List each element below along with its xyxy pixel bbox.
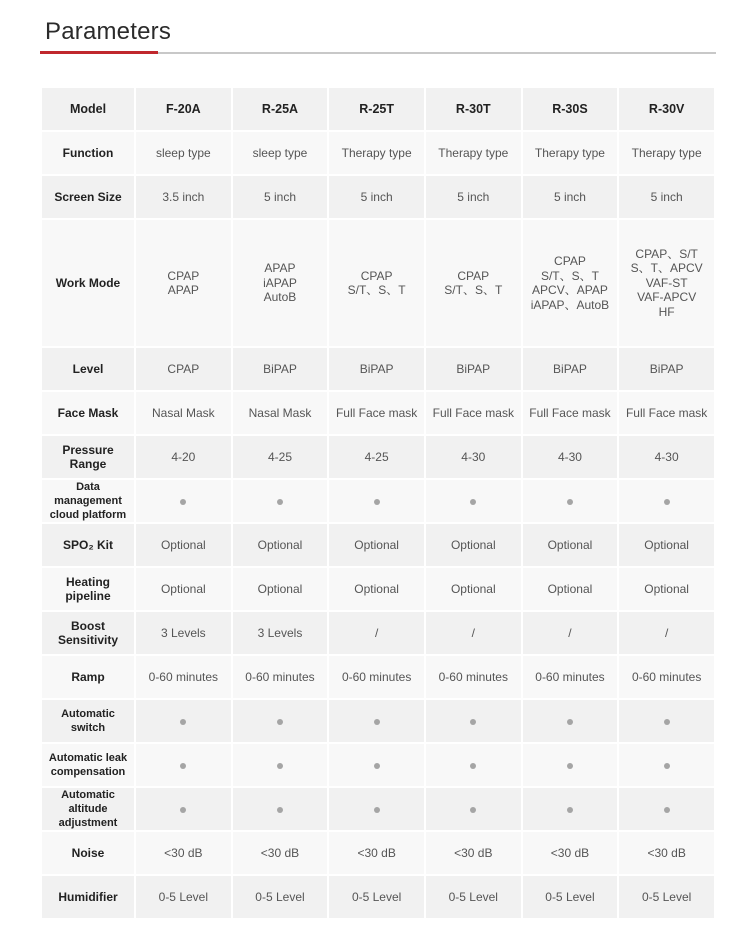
cell-line: CPAP bbox=[457, 268, 490, 283]
supported-cell bbox=[426, 480, 521, 522]
supported-dot-icon bbox=[180, 499, 186, 505]
value-cell: 4-25 bbox=[329, 436, 424, 478]
cell-line: cloud platform bbox=[49, 509, 127, 521]
supported-dot-icon bbox=[664, 499, 670, 505]
value-cell: BiPAP bbox=[233, 348, 328, 390]
value-cell bbox=[233, 220, 328, 346]
row-label bbox=[42, 744, 134, 786]
row-label: Noise bbox=[42, 832, 134, 874]
value-cell: / bbox=[523, 612, 618, 654]
value-cell: 0-5 Level bbox=[233, 876, 328, 918]
table-row bbox=[42, 524, 714, 566]
cell-line: Automatic leak bbox=[48, 752, 128, 764]
value-cell: Optional bbox=[136, 524, 231, 566]
supported-cell bbox=[426, 700, 521, 742]
value-cell: sleep type bbox=[233, 132, 328, 174]
value-cell: Therapy type bbox=[619, 132, 714, 174]
value-cell: 5 inch bbox=[233, 176, 328, 218]
value-cell: BiPAP bbox=[329, 348, 424, 390]
cell-line: CPAP、S/T bbox=[635, 246, 698, 261]
value-cell: Therapy type bbox=[523, 132, 618, 174]
value-cell: Optional bbox=[329, 524, 424, 566]
value-cell: Therapy type bbox=[426, 132, 521, 174]
value-cell: 4-20 bbox=[136, 436, 231, 478]
supported-dot-icon bbox=[277, 763, 283, 769]
value-cell: Optional bbox=[523, 568, 618, 610]
supported-cell bbox=[136, 700, 231, 742]
table-row bbox=[42, 788, 714, 830]
row-label: SPO₂ Kit bbox=[42, 524, 134, 566]
supported-dot-icon bbox=[277, 807, 283, 813]
value-cell: 3.5 inch bbox=[136, 176, 231, 218]
cell-line: VAF-APCV bbox=[637, 290, 697, 305]
table-row bbox=[42, 744, 714, 786]
supported-cell bbox=[136, 480, 231, 522]
value-cell: 0-5 Level bbox=[426, 876, 521, 918]
value-cell: Optional bbox=[329, 568, 424, 610]
value-cell bbox=[329, 220, 424, 346]
supported-dot-icon bbox=[664, 807, 670, 813]
supported-dot-icon bbox=[374, 807, 380, 813]
value-cell: 0-60 minutes bbox=[233, 656, 328, 698]
value-cell: BiPAP bbox=[523, 348, 618, 390]
value-cell: Optional bbox=[619, 524, 714, 566]
value-cell: 0-60 minutes bbox=[136, 656, 231, 698]
value-cell: 0-60 minutes bbox=[426, 656, 521, 698]
supported-dot-icon bbox=[180, 763, 186, 769]
supported-cell bbox=[329, 788, 424, 830]
value-cell: Optional bbox=[136, 568, 231, 610]
page-title: Parameters bbox=[45, 18, 172, 45]
value-cell: Full Face mask bbox=[426, 392, 521, 434]
value-cell: 0-5 Level bbox=[619, 876, 714, 918]
cell-line: Data management bbox=[54, 481, 122, 507]
value-cell: 0-60 minutes bbox=[523, 656, 618, 698]
row-label: Humidifier bbox=[42, 876, 134, 918]
supported-cell bbox=[233, 788, 328, 830]
value-cell: Full Face mask bbox=[523, 392, 618, 434]
cell-line: S、T、APCV bbox=[630, 261, 703, 276]
value-cell bbox=[426, 220, 521, 346]
supported-cell bbox=[136, 744, 231, 786]
table-row bbox=[42, 612, 714, 654]
value-cell: Optional bbox=[233, 568, 328, 610]
supported-dot-icon bbox=[180, 807, 186, 813]
model-header-cell: R-25A bbox=[233, 88, 328, 130]
table-row bbox=[42, 220, 714, 346]
value-cell: 5 inch bbox=[426, 176, 521, 218]
supported-dot-icon bbox=[567, 499, 573, 505]
row-label: Pressure Range bbox=[42, 436, 134, 478]
value-cell: CPAP bbox=[136, 348, 231, 390]
value-cell: 3 Levels bbox=[233, 612, 328, 654]
value-cell: Optional bbox=[233, 524, 328, 566]
cell-line: compensation bbox=[50, 766, 126, 778]
table-header-row bbox=[42, 88, 714, 130]
supported-cell bbox=[619, 480, 714, 522]
model-header-cell: R-30S bbox=[523, 88, 618, 130]
row-label bbox=[42, 700, 134, 742]
value-cell: 0-5 Level bbox=[329, 876, 424, 918]
supported-dot-icon bbox=[470, 763, 476, 769]
row-label: Model bbox=[42, 88, 134, 130]
supported-dot-icon bbox=[470, 719, 476, 725]
value-cell: <30 dB bbox=[329, 832, 424, 874]
model-header-cell: R-30T bbox=[426, 88, 521, 130]
table-row bbox=[42, 480, 714, 522]
value-cell: BiPAP bbox=[426, 348, 521, 390]
value-cell: 0-60 minutes bbox=[329, 656, 424, 698]
value-cell: sleep type bbox=[136, 132, 231, 174]
row-label bbox=[42, 480, 134, 522]
cell-line: APAP bbox=[264, 261, 296, 276]
value-cell: 4-30 bbox=[426, 436, 521, 478]
cell-line: AutoB bbox=[263, 290, 297, 305]
value-cell: BiPAP bbox=[619, 348, 714, 390]
value-cell: Nasal Mask bbox=[136, 392, 231, 434]
supported-cell bbox=[523, 700, 618, 742]
value-cell: Optional bbox=[619, 568, 714, 610]
value-cell: Therapy type bbox=[329, 132, 424, 174]
value-cell: 4-30 bbox=[619, 436, 714, 478]
supported-dot-icon bbox=[567, 719, 573, 725]
supported-dot-icon bbox=[664, 763, 670, 769]
supported-cell bbox=[619, 700, 714, 742]
cell-line: CPAP bbox=[360, 268, 393, 283]
model-header-cell: F-20A bbox=[136, 88, 231, 130]
value-cell: Nasal Mask bbox=[233, 392, 328, 434]
cell-line: S/T、S、T bbox=[540, 268, 599, 283]
cell-line: APCV、APAP bbox=[532, 283, 608, 297]
value-cell bbox=[136, 220, 231, 346]
supported-cell bbox=[619, 744, 714, 786]
row-label: Heating pipeline bbox=[42, 568, 134, 610]
table-row bbox=[42, 176, 714, 218]
value-cell: <30 dB bbox=[619, 832, 714, 874]
supported-dot-icon bbox=[277, 499, 283, 505]
cell-line: switch bbox=[70, 722, 106, 734]
row-label: Level bbox=[42, 348, 134, 390]
value-cell: Full Face mask bbox=[329, 392, 424, 434]
supported-cell bbox=[329, 744, 424, 786]
row-label: Ramp bbox=[42, 656, 134, 698]
table-row bbox=[42, 392, 714, 434]
supported-cell bbox=[619, 788, 714, 830]
value-cell bbox=[523, 220, 618, 346]
value-cell: Optional bbox=[426, 524, 521, 566]
supported-dot-icon bbox=[567, 763, 573, 769]
value-cell: <30 dB bbox=[136, 832, 231, 874]
supported-cell bbox=[233, 744, 328, 786]
cell-line: Automatic altitude bbox=[61, 789, 115, 815]
row-label: Boost Sensitivity bbox=[42, 612, 134, 654]
supported-dot-icon bbox=[374, 499, 380, 505]
supported-dot-icon bbox=[470, 499, 476, 505]
value-cell: / bbox=[329, 612, 424, 654]
cell-line: S/T、S、T bbox=[444, 283, 503, 297]
supported-cell bbox=[233, 700, 328, 742]
supported-cell bbox=[329, 480, 424, 522]
supported-cell bbox=[523, 480, 618, 522]
supported-cell bbox=[329, 700, 424, 742]
supported-cell bbox=[426, 744, 521, 786]
table-row bbox=[42, 436, 714, 478]
parameters-table bbox=[40, 86, 716, 920]
supported-cell bbox=[523, 744, 618, 786]
value-cell: Full Face mask bbox=[619, 392, 714, 434]
cell-line: CPAP bbox=[167, 268, 200, 283]
title-accent-bar bbox=[40, 51, 158, 54]
value-cell: <30 dB bbox=[233, 832, 328, 874]
value-cell: / bbox=[619, 612, 714, 654]
cell-line: iAPAP bbox=[263, 275, 297, 290]
value-cell: 5 inch bbox=[619, 176, 714, 218]
supported-dot-icon bbox=[277, 719, 283, 725]
value-cell: 0-60 minutes bbox=[619, 656, 714, 698]
value-cell: 5 inch bbox=[329, 176, 424, 218]
table-row bbox=[42, 656, 714, 698]
row-label: Face Mask bbox=[42, 392, 134, 434]
row-label bbox=[42, 788, 134, 830]
value-cell bbox=[619, 220, 714, 346]
supported-dot-icon bbox=[567, 807, 573, 813]
value-cell: 4-30 bbox=[523, 436, 618, 478]
table-row bbox=[42, 876, 714, 918]
value-cell: Optional bbox=[426, 568, 521, 610]
cell-line: Automatic bbox=[61, 708, 115, 720]
value-cell: / bbox=[426, 612, 521, 654]
value-cell: 4-25 bbox=[233, 436, 328, 478]
table-row bbox=[42, 348, 714, 390]
model-header-cell: R-30V bbox=[619, 88, 714, 130]
row-label: Work Mode bbox=[42, 220, 134, 346]
cell-line: APAP bbox=[167, 283, 199, 297]
supported-dot-icon bbox=[374, 763, 380, 769]
table-row bbox=[42, 700, 714, 742]
supported-dot-icon bbox=[374, 719, 380, 725]
cell-line: adjustment bbox=[58, 817, 118, 829]
cell-line: HF bbox=[658, 304, 675, 319]
supported-dot-icon bbox=[664, 719, 670, 725]
model-header-cell: R-25T bbox=[329, 88, 424, 130]
cell-line: VAF-ST bbox=[645, 275, 688, 290]
table-row bbox=[42, 132, 714, 174]
value-cell: 0-5 Level bbox=[523, 876, 618, 918]
supported-dot-icon bbox=[470, 807, 476, 813]
value-cell: 5 inch bbox=[523, 176, 618, 218]
supported-cell bbox=[523, 788, 618, 830]
supported-dot-icon bbox=[180, 719, 186, 725]
supported-cell bbox=[136, 788, 231, 830]
value-cell: Optional bbox=[523, 524, 618, 566]
value-cell: <30 dB bbox=[523, 832, 618, 874]
table-row bbox=[42, 568, 714, 610]
supported-cell bbox=[426, 788, 521, 830]
supported-cell bbox=[233, 480, 328, 522]
value-cell: <30 dB bbox=[426, 832, 521, 874]
cell-line: CPAP bbox=[554, 254, 586, 268]
row-label: Screen Size bbox=[42, 176, 134, 218]
value-cell: 3 Levels bbox=[136, 612, 231, 654]
row-label: Function bbox=[42, 132, 134, 174]
cell-line: iAPAP、AutoB bbox=[530, 297, 610, 312]
value-cell: 0-5 Level bbox=[136, 876, 231, 918]
table-row bbox=[42, 832, 714, 874]
cell-line: S/T、S、T bbox=[347, 283, 406, 297]
